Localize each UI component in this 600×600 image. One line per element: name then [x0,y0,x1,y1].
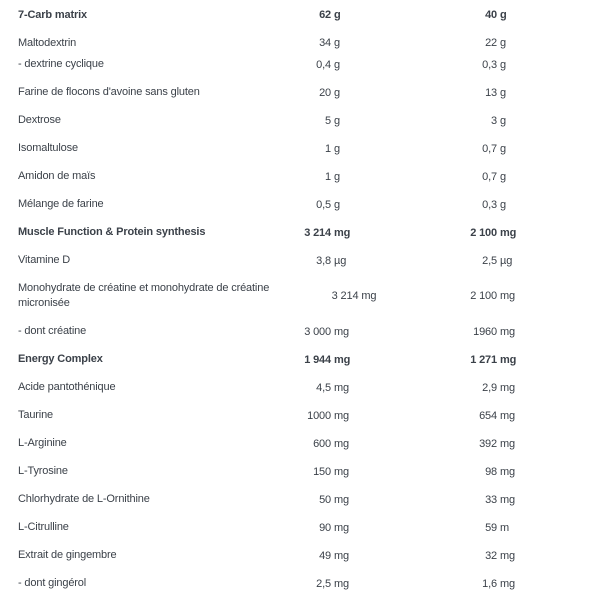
amount-1-number: 3 000 [304,325,331,338]
amount-column-1 [232,171,352,183]
table-row [0,486,600,514]
amount-column-1 [232,199,352,211]
amount-2-unit: g [500,114,506,127]
amount-column-2 [352,522,518,534]
amount-1-unit: mg [334,577,349,590]
amount-1-unit: g [334,58,340,71]
amount-1-unit: g [334,142,340,155]
table-row [0,29,600,57]
amount-2-unit: mg [500,353,517,366]
amount-2-unit: mg [500,226,517,239]
amount-1-unit: mg [334,325,349,338]
amount-2-number: 1 271 [470,353,497,366]
amount-2-unit: m [500,521,510,534]
table-row [0,79,600,107]
amount-1-number: 3,8 [316,254,331,267]
amount-2-unit: mg [500,437,515,450]
amount-column-2 [352,438,518,450]
ingredient-label: - dextrine cyclique [18,58,104,70]
amount-1-unit: mg [334,226,351,239]
amount-2-unit: mg [500,577,515,590]
amount-2-number: 654 [479,409,497,422]
ingredient-label: - dont gingérol [18,577,87,589]
amount-column-1 [232,578,352,590]
amount-column-2 [352,9,518,21]
amount-1-unit: mg [334,409,349,422]
amount-column-2 [352,382,518,394]
amount-column-1 [232,227,352,239]
amount-1-number: 0,5 [316,198,331,211]
amount-column-1 [232,550,352,562]
amount-2-number: 2,5 [482,254,497,267]
table-row [0,191,600,219]
amount-column-2 [352,494,518,506]
ingredient-label: Extrait de gingembre [18,549,117,561]
amount-column-1 [232,438,352,450]
amount-1-number: 3 214 [331,290,359,302]
amount-column-1 [232,494,352,506]
amount-2-unit: g [500,9,507,21]
amount-1-number: 20 [319,86,331,99]
amount-1-unit: mg [334,549,349,562]
amount-column-1 [232,143,352,155]
table-row [0,318,600,346]
ingredient-label: Maltodextrin [18,36,77,49]
amount-column-1 [232,326,352,338]
amount-1-unit: g [334,37,340,49]
amount-column-1 [232,382,352,394]
amount-2-unit: g [500,170,506,183]
amount-2-unit: g [500,142,506,155]
amount-2-number: 0,3 [482,198,497,211]
amount-2-number: 392 [479,437,497,450]
amount-1-number: 50 [319,493,331,506]
amount-1-unit: µg [334,254,347,267]
amount-column-2 [352,115,518,127]
amount-1-number: 49 [319,549,331,562]
amount-1-number: 2,5 [316,577,331,590]
ingredient-label: Monohydrate de créatine et monohydrate de créatine micronisée [18,282,270,309]
amount-1-unit: g [334,114,340,127]
amount-1-unit: mg [334,353,351,366]
ingredient-label: Farine de flocons d'avoine sans gluten [18,86,200,98]
amount-1-number: 1 [325,170,331,183]
amount-2-number: 2 100 [470,226,497,239]
amount-column-2 [352,410,518,422]
table-row [0,402,600,430]
amount-2-unit: g [500,37,506,49]
amount-2-number: 32 [485,549,497,562]
amount-column-1 [232,466,352,478]
table-row [0,430,600,458]
amount-1-number: 600 [313,437,331,450]
amount-column-2 [352,326,518,338]
ingredient-label: Taurine [18,409,54,421]
amount-2-number: 1960 [473,325,497,338]
amount-column-1 [232,522,352,534]
amount-2-number: 2 100 [470,290,497,302]
amount-1-number: 1000 [307,409,331,422]
table-row [0,107,600,135]
table-row [0,163,600,191]
amount-column-2 [352,578,518,590]
ingredient-label: Muscle Function & Protein synthesis [18,226,206,238]
amount-1-unit: mg [334,465,349,478]
amount-column-2 [352,87,518,99]
amount-column-2 [379,290,518,302]
amount-column-2 [352,354,518,366]
amount-column-1 [232,37,352,49]
table-row [0,135,600,163]
amount-1-unit: g [334,9,341,21]
amount-2-unit: mg [500,493,515,506]
amount-1-unit: mg [334,381,349,394]
amount-column-2 [352,255,518,267]
amount-1-number: 150 [313,465,331,478]
amount-column-2 [352,59,518,71]
amount-2-number: 33 [485,493,497,506]
ingredient-label: Amidon de maïs [18,170,96,182]
amount-column-1 [232,87,352,99]
amount-2-unit: g [500,58,506,71]
amount-2-number: 98 [485,465,497,478]
table-row [0,374,600,402]
amount-column-1 [232,115,352,127]
amount-1-number: 4,5 [316,381,331,394]
amount-2-unit: mg [500,465,515,478]
amount-column-2 [352,171,518,183]
amount-column-1 [232,9,352,21]
table-row [0,275,600,318]
ingredient-label: Mélange de farine [18,198,104,210]
ingredient-label: L-Arginine [18,437,67,449]
amount-2-unit: µg [500,254,513,267]
table-row [0,458,600,486]
table-row [0,346,600,374]
amount-2-number: 1,6 [482,577,497,590]
amount-2-number: 22 [485,37,497,49]
ingredient-label: Dextrose [18,114,61,126]
amount-column-1 [279,290,379,302]
table-row [0,57,600,79]
table-row [0,219,600,247]
ingredient-label: Vitamine D [18,254,71,266]
amount-1-unit: mg [334,437,349,450]
amount-2-unit: mg [500,381,515,394]
ingredient-label: L-Tyrosine [18,465,68,477]
amount-2-number: 59 [485,521,497,534]
ingredient-label: L-Citrulline [18,521,69,533]
amount-column-1 [232,59,352,71]
amount-1-number: 1 [325,142,331,155]
amount-1-number: 3 214 [304,226,331,239]
amount-2-unit: mg [500,325,515,338]
amount-column-1 [232,354,352,366]
amount-1-number: 34 [319,37,331,49]
ingredient-label: 7-Carb matrix [18,8,87,21]
amount-column-2 [352,37,518,49]
amount-column-2 [352,550,518,562]
ingredient-label: Energy Complex [18,353,103,365]
amount-1-unit: mg [334,493,349,506]
amount-1-number: 1 944 [304,353,331,366]
amount-2-number: 40 [485,9,497,21]
ingredient-label: Isomaltulose [18,142,78,154]
ingredient-label: Chlorhydrate de L-Ornithine [18,493,150,505]
amount-2-unit: mg [500,290,515,302]
amount-2-unit: mg [500,409,515,422]
amount-1-unit: g [334,198,340,211]
amount-2-number: 0,7 [482,170,497,183]
amount-column-1 [232,255,352,267]
amount-1-number: 90 [319,521,331,534]
table-row [0,1,600,29]
amount-2-unit: g [500,86,506,99]
amount-column-1 [232,410,352,422]
amount-2-number: 0,3 [482,58,497,71]
amount-1-unit: g [334,86,340,99]
amount-2-unit: g [500,198,506,211]
amount-1-number: 62 [319,9,331,21]
amount-1-number: 0,4 [316,58,331,71]
table-row [0,514,600,542]
ingredient-label: Acide pantothénique [18,381,116,393]
amount-column-2 [352,227,518,239]
amount-1-unit: mg [334,521,349,534]
amount-1-unit: g [334,170,340,183]
amount-2-number: 2,9 [482,381,497,394]
table-row [0,247,600,275]
amount-1-unit: mg [361,290,377,302]
ingredient-label: - dont créatine [18,325,87,337]
amount-2-unit: mg [500,549,515,562]
amount-2-number: 3 [491,114,497,127]
table-row [0,570,600,598]
amount-column-2 [352,199,518,211]
amount-2-number: 0,7 [482,142,497,155]
amount-column-2 [352,466,518,478]
amount-1-number: 5 [325,114,331,127]
amount-2-number: 13 [485,86,497,99]
amount-column-2 [352,143,518,155]
table-row [0,542,600,570]
